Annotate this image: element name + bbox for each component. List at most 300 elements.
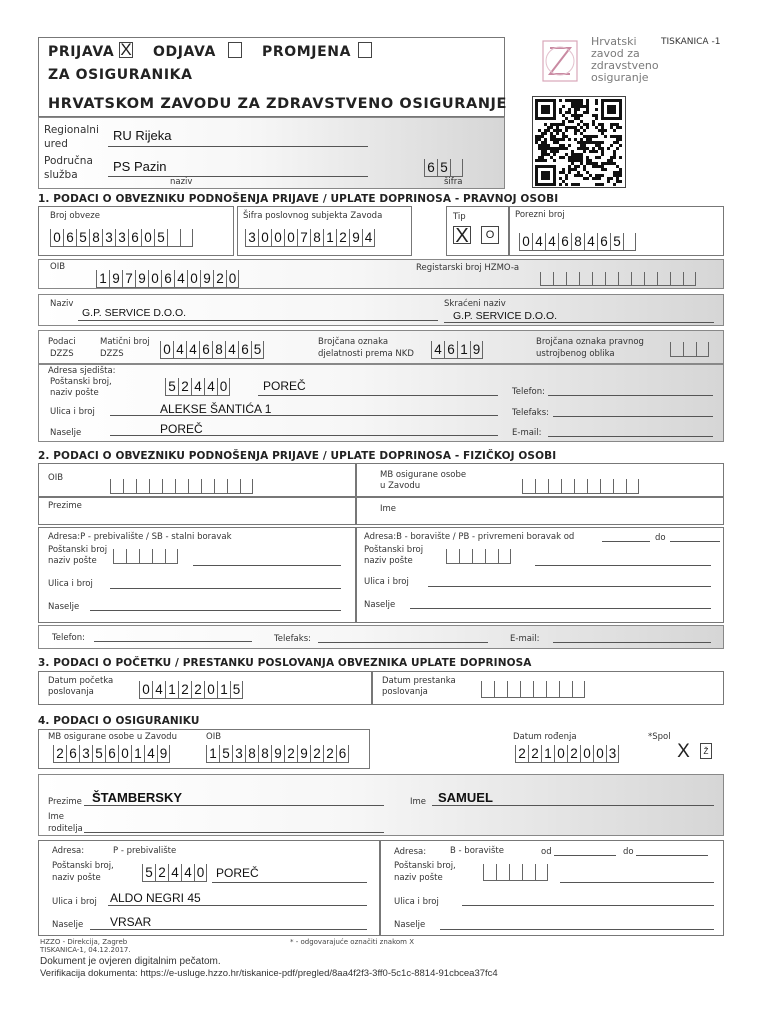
ulica-value[interactable]: ALEKSE ŠANTIĆA 1 bbox=[160, 402, 272, 416]
sluzba-label: služba bbox=[44, 169, 78, 181]
digit-cell: 4 bbox=[173, 341, 186, 359]
digit-cell: 0 bbox=[580, 745, 593, 763]
adresa-sjedista-box bbox=[38, 364, 724, 442]
s4-adresa-b-label: Adresa: bbox=[394, 847, 427, 857]
digit-cell: 8 bbox=[571, 233, 584, 251]
digit-cell: 0 bbox=[258, 229, 271, 247]
digit-cell: 8 bbox=[245, 745, 258, 763]
s4-postanski-digits[interactable] bbox=[142, 864, 207, 882]
email-underline bbox=[548, 436, 713, 437]
digit-cell bbox=[485, 549, 498, 564]
digit-cell: 4 bbox=[174, 270, 187, 288]
s2-email-underline bbox=[553, 642, 711, 643]
digit-cell bbox=[481, 681, 494, 698]
digit-cell bbox=[498, 549, 511, 564]
digit-cell bbox=[657, 272, 670, 286]
adresa-sjedista-label: Adresa sjedišta: bbox=[48, 366, 116, 376]
digit-cell: 5 bbox=[154, 229, 167, 247]
s2-naselje-p-label: Naselje bbox=[48, 602, 80, 612]
s4-mb-label: MB osigurane osobe u Zavodu bbox=[48, 732, 177, 742]
broj-obveze-digits[interactable] bbox=[50, 229, 193, 247]
s4-ulica-b-label: Ulica i broj bbox=[394, 897, 439, 907]
s4-ime-underline bbox=[432, 805, 714, 806]
digit-cell bbox=[165, 549, 178, 564]
digit-cell: 9 bbox=[109, 270, 122, 288]
s2-ulica-p-underline bbox=[110, 588, 341, 589]
pravni-label-1: Brojčana oznaka pravnog bbox=[536, 337, 644, 347]
s2-ime-label: Ime bbox=[380, 504, 397, 514]
digit-cell: 9 bbox=[271, 745, 284, 763]
digit-cell: 6 bbox=[558, 233, 571, 251]
logo-line-3: zdravstveno bbox=[591, 59, 659, 72]
maticni-label: Matični broj bbox=[100, 337, 150, 347]
digit-cell: 1 bbox=[206, 745, 219, 763]
digit-cell: 4 bbox=[431, 341, 444, 359]
digit-cell: 2 bbox=[155, 864, 168, 882]
digit-cell bbox=[587, 479, 600, 494]
digit-cell: 0 bbox=[271, 229, 284, 247]
digit-cell: 4 bbox=[532, 233, 545, 251]
digit-cell: 4 bbox=[204, 378, 217, 396]
odjava-label: ODJAVA bbox=[153, 44, 216, 60]
digit-cell: 4 bbox=[362, 229, 375, 247]
digit-cell bbox=[561, 479, 574, 494]
digit-cell bbox=[644, 272, 657, 286]
s2-kontakt-box bbox=[38, 625, 724, 649]
podrucna-underline bbox=[108, 176, 368, 177]
s4-oib-digits[interactable] bbox=[206, 745, 349, 763]
s3-prestanak-digits[interactable] bbox=[481, 681, 585, 698]
s4-ime-label: Ime bbox=[410, 797, 427, 807]
digit-cell bbox=[553, 272, 566, 286]
digit-cell: 9 bbox=[157, 745, 170, 763]
naselje-value[interactable]: POREČ bbox=[160, 422, 203, 436]
digit-cell bbox=[149, 479, 162, 494]
digit-cell: 4 bbox=[144, 745, 157, 763]
postanski-digits[interactable] bbox=[165, 378, 230, 396]
maticni-digits[interactable] bbox=[160, 341, 264, 359]
regionalni-value[interactable]: RU Rijeka bbox=[113, 128, 172, 143]
s4-postanski-b-label-1: Poštanski broj, bbox=[394, 861, 456, 871]
digit-cell bbox=[696, 342, 709, 357]
s4-adresa-p-box bbox=[38, 840, 380, 936]
nkd-label-2: djelatnosti prema NKD bbox=[318, 349, 414, 359]
form-heading: HRVATSKOM ZAVODU ZA ZDRAVSTVENO OSIGURANJE bbox=[48, 96, 508, 112]
postanski-label: Poštanski broj, bbox=[50, 377, 112, 387]
s2-do-label: do bbox=[655, 533, 666, 543]
dzzs-label: DZZS bbox=[50, 349, 74, 359]
hzmo-digits[interactable] bbox=[540, 272, 696, 286]
s4-ime-value[interactable]: SAMUEL bbox=[438, 790, 493, 805]
s2-postanski-b-label-2: naziv pošte bbox=[364, 556, 413, 566]
s4-od-label: od bbox=[541, 847, 552, 857]
digit-cell: 3 bbox=[102, 229, 115, 247]
s2-adresa-p-label: Adresa:P - prebivalište / SB - stalni boravak bbox=[48, 532, 232, 542]
s4-spol-label: *Spol bbox=[648, 732, 671, 742]
digit-cell: 6 bbox=[63, 229, 76, 247]
s2-ulica-p-label: Ulica i broj bbox=[48, 579, 93, 589]
digit-cell: 6 bbox=[238, 341, 251, 359]
digit-cell bbox=[618, 272, 631, 286]
s4-ulica-underline bbox=[108, 905, 367, 906]
s4-naselje-b-label: Naselje bbox=[394, 920, 426, 930]
digit-cell bbox=[600, 479, 613, 494]
digit-cell bbox=[522, 864, 535, 881]
ulica-label: Ulica i broj bbox=[50, 407, 95, 417]
digit-cell bbox=[670, 342, 683, 357]
digit-cell: 6 bbox=[105, 745, 118, 763]
tip-label: Tip bbox=[453, 212, 466, 222]
digit-cell bbox=[152, 549, 165, 564]
digit-cell: 0 bbox=[141, 229, 154, 247]
footer-note: * - odgovarajuće označiti znakom X bbox=[290, 938, 415, 946]
naziv-underline bbox=[78, 320, 438, 321]
hzzo-logo bbox=[538, 38, 582, 84]
digit-cell: 2 bbox=[213, 270, 226, 288]
digit-cell: 3 bbox=[606, 745, 619, 763]
s4-ulica-label: Ulica i broj bbox=[52, 897, 97, 907]
digit-cell bbox=[559, 681, 572, 698]
digit-cell: 6 bbox=[128, 229, 141, 247]
digit-cell bbox=[496, 864, 509, 881]
digit-cell: 8 bbox=[212, 341, 225, 359]
digit-cell bbox=[201, 479, 214, 494]
footer-signed: Dokument je ovjeren digitalnim pečatom. bbox=[40, 956, 221, 967]
naziv-label: Naziv bbox=[50, 299, 74, 309]
skraceni-value[interactable]: G.P. SERVICE D.O.O. bbox=[453, 310, 558, 322]
digit-cell: 2 bbox=[284, 745, 297, 763]
s2-telefon-underline bbox=[94, 641, 252, 642]
odjava-checkbox[interactable] bbox=[228, 42, 242, 58]
digit-cell: 0 bbox=[519, 233, 532, 251]
digit-cell: 0 bbox=[160, 341, 173, 359]
porezni-label: Porezni broj bbox=[515, 210, 565, 220]
spol-z-checkbox[interactable]: Ž bbox=[700, 743, 712, 759]
maticni-dzzs-label: DZZS bbox=[100, 349, 124, 359]
s4-ime-rod-label-1: Ime bbox=[48, 812, 65, 822]
digit-cell bbox=[450, 159, 463, 177]
digit-cell: 9 bbox=[135, 270, 148, 288]
digit-cell: 8 bbox=[258, 745, 271, 763]
s4-postanski-label-1: Poštanski broj, bbox=[52, 861, 114, 871]
s2-mb-digits[interactable] bbox=[522, 479, 639, 494]
footer-tiskanica: TISKANICA-1, 04.12.2017. bbox=[40, 946, 131, 954]
digit-cell: 4 bbox=[584, 233, 597, 251]
digit-cell bbox=[472, 549, 485, 564]
s4-posta-value[interactable]: POREČ bbox=[216, 866, 259, 880]
digit-cell bbox=[533, 681, 546, 698]
podaci-label: Podaci bbox=[48, 337, 76, 347]
digit-cell bbox=[520, 681, 533, 698]
digit-cell: 6 bbox=[66, 745, 79, 763]
digit-cell bbox=[546, 681, 559, 698]
digit-cell: 2 bbox=[528, 745, 541, 763]
digit-cell: 9 bbox=[297, 745, 310, 763]
digit-cell: 0 bbox=[217, 378, 230, 396]
pravni-label-2: ustrojbenog oblika bbox=[536, 349, 615, 359]
s4-do-underline bbox=[636, 855, 708, 856]
digit-cell: 0 bbox=[554, 745, 567, 763]
qr-code bbox=[532, 96, 626, 188]
digit-cell bbox=[446, 549, 459, 564]
digit-cell: 2 bbox=[336, 229, 349, 247]
hzmo-label: Registarski broj HZMO-a bbox=[416, 263, 520, 273]
footer-verify-link[interactable]: Verifikacija dokumenta: https://e-usluge.hzzo.hr/tiskanice-pdf/pregled/8aa4f2f3-3ff0-5c1c-8814-91cbcea37fc4 bbox=[40, 968, 498, 979]
ured-label: ured bbox=[44, 138, 68, 150]
prijava-label: PRIJAVA bbox=[48, 44, 115, 60]
s2-ime-box bbox=[356, 497, 724, 525]
digit-cell: 4 bbox=[545, 233, 558, 251]
s4-adresa-p-label: Adresa: bbox=[52, 846, 85, 856]
digit-cell: 4 bbox=[181, 864, 194, 882]
digit-cell bbox=[535, 479, 548, 494]
digit-cell bbox=[566, 272, 579, 286]
naselje-label: Naselje bbox=[50, 428, 82, 438]
naziv-label: naziv bbox=[170, 177, 193, 187]
digit-cell: 3 bbox=[245, 229, 258, 247]
digit-cell bbox=[626, 479, 639, 494]
logo-line-1: Hrvatski bbox=[591, 35, 637, 48]
s2-oib-digits[interactable] bbox=[110, 479, 253, 494]
oib-label: OIB bbox=[50, 262, 66, 272]
digit-cell bbox=[180, 229, 193, 247]
promjena-label: PROMJENA bbox=[262, 44, 351, 60]
digit-cell bbox=[522, 479, 535, 494]
spol-m-checkbox[interactable]: X bbox=[677, 741, 690, 762]
digit-cell: 4 bbox=[186, 341, 199, 359]
digit-cell: 6 bbox=[336, 745, 349, 763]
regionalni-underline bbox=[108, 146, 368, 147]
tip-o-checkbox[interactable]: O bbox=[481, 226, 499, 244]
skraceni-label: Skraćeni naziv bbox=[444, 299, 506, 309]
digit-cell: 2 bbox=[515, 745, 528, 763]
naziv-value[interactable]: G.P. SERVICE D.O.O. bbox=[82, 307, 187, 319]
s2-posta-p-underline bbox=[193, 565, 341, 566]
s2-mb-label-2: u Zavodu bbox=[380, 481, 421, 491]
section-4-title: 4. PODACI O OSIGURANIKU bbox=[38, 715, 200, 727]
podrucna-label: Područna bbox=[44, 155, 93, 167]
prijava-checkbox[interactable]: X bbox=[120, 40, 132, 59]
digit-cell: 1 bbox=[131, 745, 144, 763]
digit-cell bbox=[139, 549, 152, 564]
digit-cell: 4 bbox=[168, 864, 181, 882]
digit-cell: 6 bbox=[444, 341, 457, 359]
posta-value[interactable]: POREČ bbox=[263, 379, 306, 393]
sifra-subjekta-digits[interactable] bbox=[245, 229, 375, 247]
digit-cell: 5 bbox=[219, 745, 232, 763]
s4-od-underline bbox=[554, 855, 616, 856]
digit-cell: 0 bbox=[118, 745, 131, 763]
digit-cell: 0 bbox=[284, 229, 297, 247]
digit-cell bbox=[227, 479, 240, 494]
s2-naselje-b-underline bbox=[410, 608, 711, 609]
telefon-underline bbox=[548, 395, 713, 396]
digit-cell: 2 bbox=[53, 745, 66, 763]
s2-telefaks-underline bbox=[318, 642, 488, 643]
digit-cell: 4 bbox=[152, 681, 165, 699]
email-label: E-mail: bbox=[512, 428, 542, 438]
digit-cell bbox=[123, 479, 136, 494]
s2-do-underline bbox=[670, 541, 720, 542]
digit-cell: 1 bbox=[96, 270, 109, 288]
s2-postanski-b-label-1: Poštanski broj bbox=[364, 545, 424, 555]
digit-cell bbox=[126, 549, 139, 564]
digit-cell bbox=[631, 272, 644, 286]
oib-digits[interactable] bbox=[96, 270, 239, 288]
digit-cell: 7 bbox=[297, 229, 310, 247]
s2-telefon-label: Telefon: bbox=[52, 633, 86, 643]
ulica-underline bbox=[110, 415, 498, 416]
s2-prezime-box bbox=[38, 497, 356, 525]
digit-cell: 4 bbox=[225, 341, 238, 359]
digit-cell bbox=[162, 479, 175, 494]
s3-prestanak-label-2: poslovanja bbox=[382, 687, 428, 697]
digit-cell: 5 bbox=[165, 378, 178, 396]
s4-oib-label: OIB bbox=[206, 732, 222, 742]
s4-postanski-b-digits[interactable] bbox=[483, 864, 548, 881]
digit-cell: 0 bbox=[204, 681, 217, 699]
s2-mb-label-1: MB osigurane osobe bbox=[380, 470, 467, 480]
digit-cell: 8 bbox=[310, 229, 323, 247]
s2-adresa-b-label: Adresa:B - boravište / PB - privremeni boravak od bbox=[364, 532, 575, 542]
digit-cell: 5 bbox=[92, 745, 105, 763]
s4-datum-digits[interactable] bbox=[515, 745, 619, 763]
digit-cell: 4 bbox=[191, 378, 204, 396]
digit-cell bbox=[605, 272, 618, 286]
promjena-checkbox[interactable] bbox=[358, 42, 372, 58]
sifra-label: šifra bbox=[444, 177, 463, 187]
s4-ime-rod-label-2: roditelja bbox=[48, 824, 83, 834]
podrucna-value[interactable]: PS Pazin bbox=[113, 159, 167, 174]
digit-cell bbox=[592, 272, 605, 286]
regionalni-label: Regionalni bbox=[44, 124, 99, 136]
digit-cell bbox=[214, 479, 227, 494]
footer-hzzo: HZZO - Direkcija, Zagreb bbox=[40, 938, 128, 946]
digit-cell: 5 bbox=[230, 681, 243, 699]
digit-cell bbox=[240, 479, 253, 494]
s2-prezime-label: Prezime bbox=[48, 501, 82, 511]
digit-cell: 3 bbox=[79, 745, 92, 763]
digit-cell: 0 bbox=[593, 745, 606, 763]
digit-cell: 0 bbox=[187, 270, 200, 288]
s2-ulica-b-label: Ulica i broj bbox=[364, 577, 409, 587]
digit-cell bbox=[507, 681, 520, 698]
s2-postanski-p-digits[interactable] bbox=[113, 549, 178, 564]
digit-cell: 2 bbox=[323, 745, 336, 763]
digit-cell: 2 bbox=[567, 745, 580, 763]
s3-pocetak-label-2: poslovanja bbox=[48, 687, 94, 697]
digit-cell bbox=[535, 864, 548, 881]
s4-b-label: B - boravište bbox=[450, 846, 504, 856]
digit-cell bbox=[574, 479, 587, 494]
digit-cell bbox=[188, 479, 201, 494]
digit-cell: 5 bbox=[251, 341, 264, 359]
digit-cell: 6 bbox=[424, 159, 437, 177]
s4-posta-b-underline bbox=[560, 882, 714, 883]
digit-cell bbox=[175, 479, 188, 494]
digit-cell bbox=[509, 864, 522, 881]
digit-cell: 5 bbox=[437, 159, 450, 177]
digit-cell: 7 bbox=[122, 270, 135, 288]
digit-cell: 2 bbox=[191, 681, 204, 699]
digit-cell: 8 bbox=[89, 229, 102, 247]
digit-cell bbox=[459, 549, 472, 564]
telefon-label: Telefon: bbox=[512, 387, 546, 397]
digit-cell: 9 bbox=[349, 229, 362, 247]
digit-cell: 3 bbox=[232, 745, 245, 763]
s2-postanski-p-label-1: Poštanski broj bbox=[48, 545, 108, 555]
digit-cell bbox=[613, 479, 626, 494]
s4-naselje-b-underline bbox=[440, 929, 714, 930]
digit-cell: 1 bbox=[457, 341, 470, 359]
digit-cell: 0 bbox=[194, 864, 207, 882]
digit-cell: 0 bbox=[50, 229, 63, 247]
s4-naselje-underline bbox=[90, 929, 367, 930]
digit-cell: 6 bbox=[199, 341, 212, 359]
digit-cell: 0 bbox=[148, 270, 161, 288]
s2-naselje-p-underline bbox=[90, 610, 341, 611]
s4-do-label: do bbox=[623, 847, 634, 857]
s2-postanski-b-digits[interactable] bbox=[446, 549, 511, 564]
sifra-digits[interactable] bbox=[424, 159, 463, 177]
pravni-digits[interactable] bbox=[670, 342, 709, 357]
nkd-label-1: Brojčana oznaka bbox=[318, 337, 389, 347]
tip-x-checkbox[interactable]: X bbox=[453, 226, 471, 244]
s4-posta-underline bbox=[212, 882, 367, 883]
digit-cell: 2 bbox=[178, 378, 191, 396]
s4-ulica-value[interactable]: ALDO NEGRI 45 bbox=[110, 891, 201, 905]
form-subtitle: ZA OSIGURANIKA bbox=[48, 67, 193, 83]
s2-posta-b-underline bbox=[535, 565, 711, 566]
s4-ulica-b-underline bbox=[462, 905, 714, 906]
s2-naselje-b-label: Naselje bbox=[364, 600, 396, 610]
s3-prestanak-label-1: Datum prestanka bbox=[382, 676, 456, 686]
s2-oib-label: OIB bbox=[48, 473, 64, 483]
digit-cell bbox=[670, 272, 683, 286]
s3-pocetak-digits[interactable] bbox=[139, 681, 243, 699]
digit-cell bbox=[623, 233, 636, 251]
digit-cell bbox=[483, 864, 496, 881]
digit-cell: 3 bbox=[115, 229, 128, 247]
digit-cell bbox=[494, 681, 507, 698]
digit-cell: 6 bbox=[161, 270, 174, 288]
nkd-digits[interactable] bbox=[431, 341, 483, 359]
digit-cell bbox=[683, 342, 696, 357]
s4-mb-digits[interactable] bbox=[53, 745, 170, 763]
digit-cell: 1 bbox=[165, 681, 178, 699]
skraceni-underline bbox=[444, 322, 714, 323]
digit-cell bbox=[167, 229, 180, 247]
broj-obveze-label: Broj obveze bbox=[50, 211, 100, 221]
s4-naselje-value[interactable]: VRSAR bbox=[110, 915, 152, 929]
digit-cell bbox=[548, 479, 561, 494]
digit-cell: 5 bbox=[76, 229, 89, 247]
porezni-digits[interactable] bbox=[519, 233, 636, 251]
s4-ime-rod-underline bbox=[84, 832, 384, 833]
digit-cell bbox=[683, 272, 696, 286]
s4-prezime-label: Prezime bbox=[48, 797, 82, 807]
s4-p-label: P - prebivalište bbox=[113, 846, 177, 856]
s4-prezime-underline bbox=[84, 805, 384, 806]
digit-cell bbox=[110, 479, 123, 494]
digit-cell bbox=[113, 549, 126, 564]
posta-underline bbox=[258, 395, 498, 396]
logo-line-4: osiguranje bbox=[591, 71, 649, 84]
s4-prezime-value[interactable]: ŠTAMBERSKY bbox=[92, 790, 183, 805]
office-box bbox=[38, 117, 505, 189]
s3-pocetak-label-1: Datum početka bbox=[48, 676, 114, 686]
digit-cell: 6 bbox=[597, 233, 610, 251]
